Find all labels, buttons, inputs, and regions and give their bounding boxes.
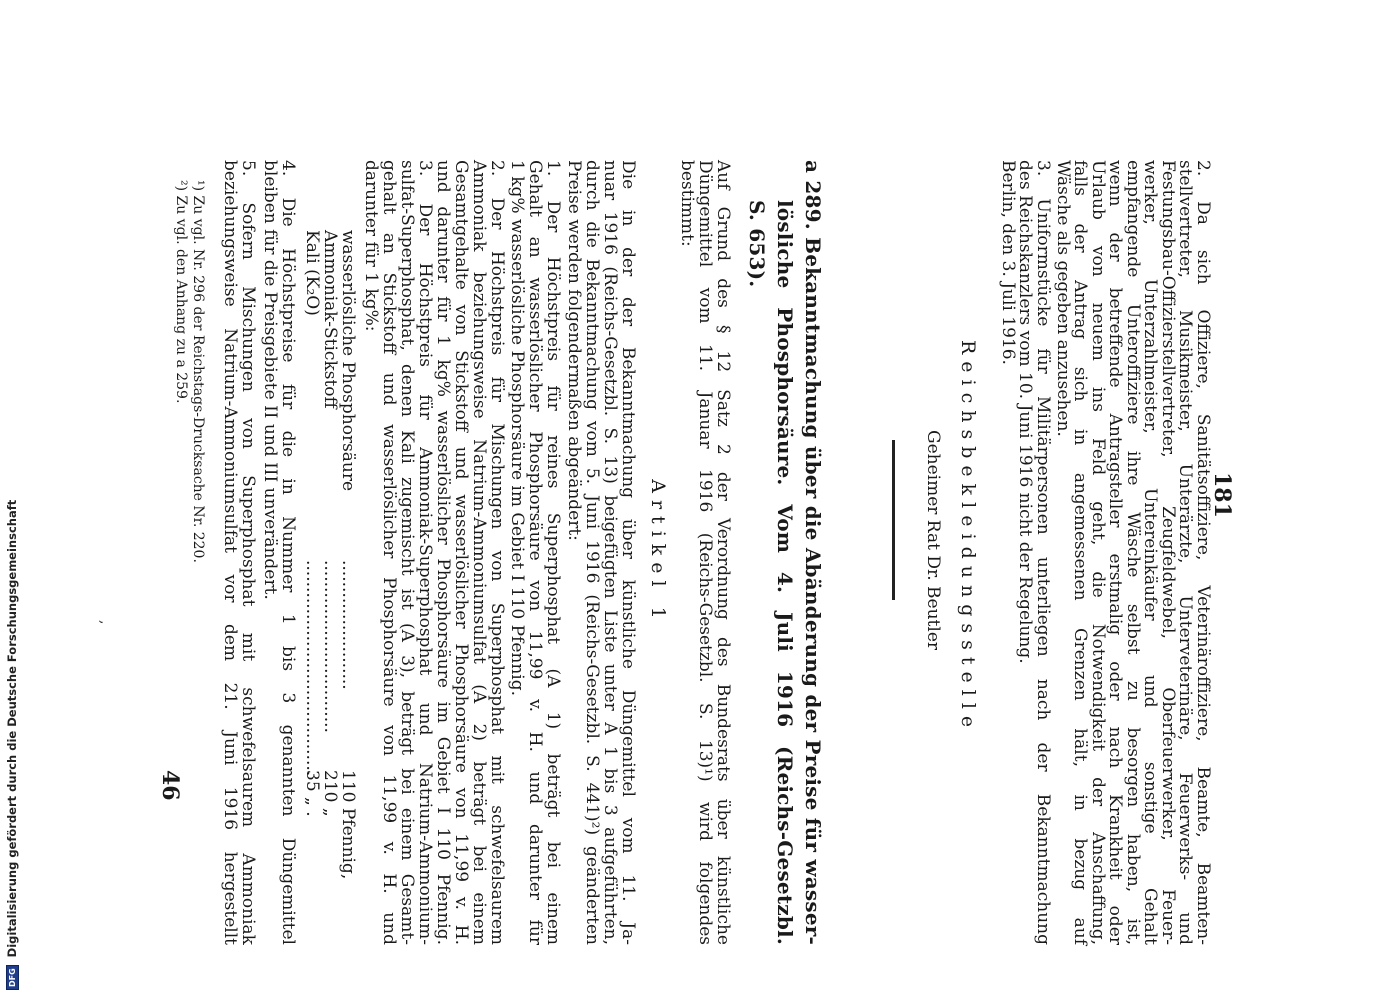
intro-line: bestimmt: — [677, 160, 697, 247]
intro-line: Düngemittel vom 11. Januar 1916 (Reichs-Gesetzbl. S. 13)¹) wird folgendes — [695, 160, 715, 945]
digitization-sidebar — [0, 0, 24, 1000]
paragraph-2-line: werker, Unterzahlmeister, Untereinkäufer und sonstige Gehalt — [1140, 160, 1161, 945]
article-intro-line: Die in der der Bekanntmachung über künstliche Düngemittel vom 11. Ja- — [618, 160, 638, 945]
intro-line: Auf Grund des § 12 Satz 2 der Verordnung des Bundesrats über künstliche — [713, 160, 733, 945]
margin-mark: , — [97, 620, 113, 625]
item-3-line: gehalt an Stickstoff und wasserlöslicher Phosphorsäure von 11,99 v. H. und — [379, 160, 399, 945]
price-row-value: 110 Pfennig, — [338, 770, 358, 880]
item-1-line: 1. Der Höchstpreis für reines Superphosphat (A 1) beträgt bei einem — [543, 160, 563, 945]
digitization-note: Digitalisierung gefördert durch die Deutsche Forschungsgemeinschaft — [5, 499, 19, 958]
paragraph-2-line: Urlaub von neuem ins Feld geht, die Notwendigkeit der Anschaffung, — [1088, 160, 1108, 945]
paragraph-2-line: empfangende Unteroffiziere ihre Wäsche selbst zu besorgen haben, ist, — [1123, 160, 1143, 945]
footnote: ²) Zu vgl. den Anhang zu a 259. — [173, 180, 189, 404]
paragraph-3-line: des Reichskanzlers vom 10. Juni 1916 nicht der Regelung. — [1015, 160, 1036, 664]
paragraph-2-line: wenn der betreffende Antragsteller erstmalig oder nach Krankheit oder — [1105, 160, 1126, 945]
price-row-value: 35 „ . — [302, 770, 322, 817]
item-1-line: Gehalt an wasserlöslicher Phosphorsäure von 11,99 v. H. und darunter für — [525, 160, 545, 945]
item-3-line: sulfat-Superphosphat, denen Kali zugemischt ist (A 3), beträgt bei einem Gesamt- — [397, 160, 417, 945]
page-number-bottom: 46 — [157, 770, 183, 801]
paragraph-3-line: 3. Uniformstücke für Militärpersonen unterliegen nach der Bekanntmachung — [1033, 160, 1053, 945]
article-intro-line: durch die Bekanntmachung vom 5. Juni 1916 (Reichs-Gesetzbl. S. 441)²) geänderten — [582, 160, 602, 945]
item-3-line: darunter für 1 kg%: — [361, 160, 381, 332]
item-4-line: 4. Die Höchstpreise für die in Nummer 1 bis 3 genannten Düngemittel — [278, 160, 298, 945]
price-row-label: Ammoniak-Stickstoff — [320, 230, 340, 409]
item-4-line: bleiben für die Preisgebiete II und III unverändert. — [260, 160, 280, 600]
item-2-line: Gesamtgehalte von Stickstoff und wasserlöslicher Phosphorsäure von 11,99 v. H. — [451, 160, 471, 945]
item-1-line: 1 kg% wasserlösliche Phosphorsäure im Gebiet I 110 Pfennig. — [507, 160, 527, 697]
section-heading-line: S. 653). — [745, 200, 769, 288]
paragraph-2-line: falls der Antrag sich in angemessenen Grenzen hält, in bezug auf — [1070, 160, 1091, 945]
price-row-dots: ................................ — [320, 560, 340, 733]
item-3-line: 3. Der Höchstpreis für Ammoniak-Superphosphat und Natrium-Ammonium- — [415, 160, 435, 945]
item-2-line: Ammoniak beziehungsweise Natrium-Ammoniumsulfat (A 2) beträgt bei einem — [469, 160, 489, 945]
item-5-line: 5. Sofern Mischungen von Superphosphat mit schwefelsaurem Ammoniak — [238, 160, 258, 945]
footnote: ¹) Zu vgl. Nr. 296 der Reichstags-Drucksache Nr. 220. — [190, 180, 206, 563]
issuing-authority: Reichsbekleidungsstelle — [957, 340, 979, 735]
dateline: Berlin, den 3. Juli 1916. — [998, 160, 1018, 365]
item-2-line: 2. Der Höchstpreis für Mischungen von Superphosphat mit schwefelsaurem — [487, 160, 507, 945]
paragraph-2-line: 2. Da sich Offiziere, Sanitätsoffiziere, Veterinäroffiziere, Beamte, Beamten- — [1193, 160, 1213, 945]
paragraph-2-line: Festungsbau-Offizierstellvertreter, Zeugfeldwebel, Oberfeuerwerker, Feuer- — [1158, 160, 1178, 945]
price-row-value: 210 „ — [320, 770, 340, 817]
item-5-line: beziehungsweise Natrium-Ammoniumsulfat vor dem 21. Juni 1916 hergestellt — [220, 160, 240, 945]
article-title: Artikel 1 — [647, 479, 669, 626]
paragraph-2-line: stellvertreter, Musikmeister, Unterärzte, Unterveterinäre, Feuerwerks- und — [1175, 160, 1196, 945]
paragraph-2-line: Wäsche als gegeben anzusehen. — [1053, 160, 1073, 437]
signatory: Geheimer Rat Dr. Beutler — [923, 430, 943, 651]
page-number-top: 181 — [1209, 472, 1235, 518]
section-heading-line: a 289. Bekanntmachung über die Abänderung der Preise für wasser- — [801, 160, 825, 945]
section-rule — [892, 440, 895, 600]
price-row-label: Kali (K₂O) — [302, 230, 322, 316]
article-intro-line: nuar 1916 (Reichs-Gesetzbl. S. 13) beigefügten Liste unter A 1 bis 3 aufgeführten, — [600, 160, 620, 945]
price-row-dots: ........................................ — [302, 560, 322, 777]
item-2-line: und darunter für 1 kg% wasserlöslicher Phosphorsäure im Gebiet I 110 Pfennig. — [433, 160, 453, 945]
price-row-dots: ........................ — [338, 560, 358, 690]
article-intro-line: Preise werden folgendermaßen abgeändert: — [564, 160, 584, 541]
price-row-label: wasserlösliche Phosphorsäure — [338, 230, 358, 492]
section-heading-line: lösliche Phosphorsäure. Vom 4. Juli 1916 (Reichs-Gesetzbl. — [773, 200, 797, 945]
dfg-logo: DFG — [6, 965, 19, 990]
